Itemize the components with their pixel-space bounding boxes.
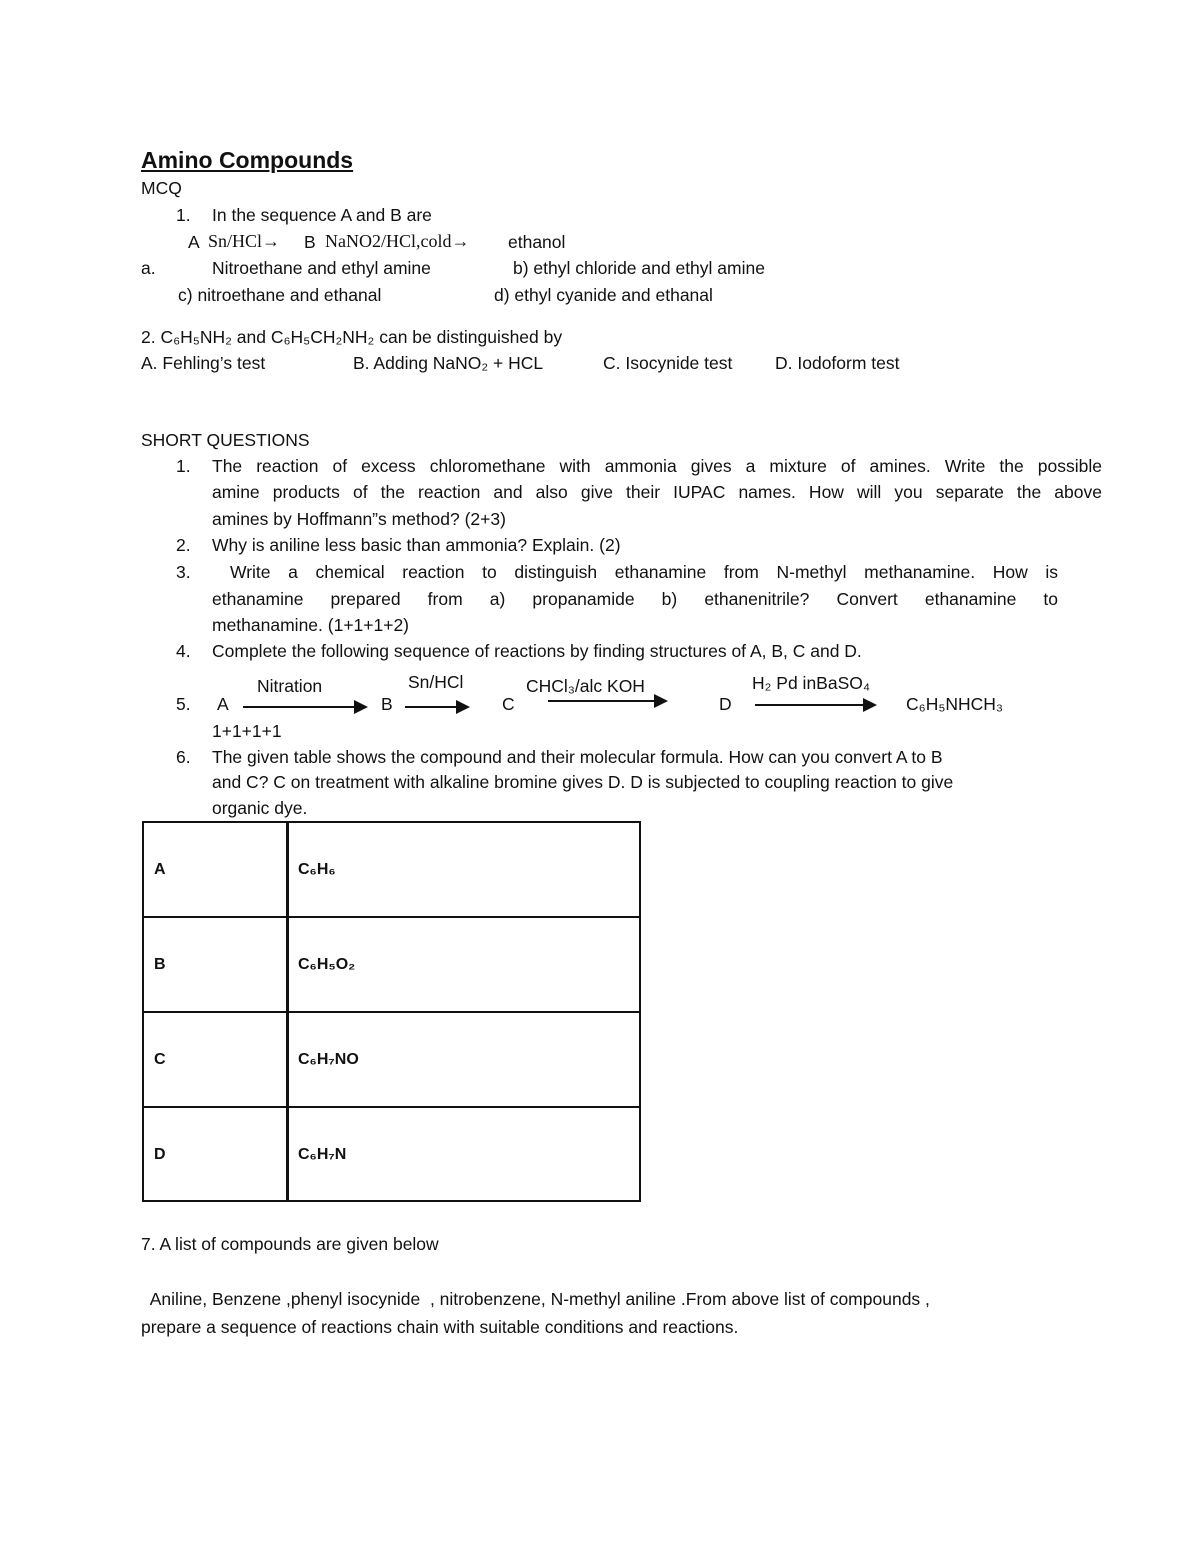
table-cell-label: A — [154, 861, 166, 878]
sq4-number: 4. — [176, 641, 191, 661]
mcq1-question: In the sequence A and B are — [212, 205, 432, 225]
scheme-node-b: B — [381, 694, 393, 714]
scheme-node-a: A — [217, 694, 229, 714]
table-row — [144, 823, 639, 918]
mcq1-number: 1. — [176, 205, 191, 225]
sq3-number: 3. — [176, 562, 191, 582]
sq3-line1: Write a chemical reaction to distinguish ethanamine from N-methyl methanamine. How is — [230, 562, 1058, 582]
scheme-reagent-nitration: Nitration — [257, 676, 323, 696]
page-title: Amino Compounds — [141, 147, 354, 173]
mcq1-option-b: b) ethyl chloride and ethyl amine — [513, 258, 765, 278]
mcq1-seq-reagent2: NaNO2/HCl,cold→ — [325, 231, 470, 251]
table-cell-formula: C₆H₇N — [298, 1146, 347, 1163]
sq6-number: 6. — [176, 747, 191, 767]
mcq2-option-c: C. Isocynide test — [603, 353, 733, 373]
scheme-arrow-1 — [243, 706, 366, 708]
table-cell-label: C — [154, 1051, 166, 1068]
scheme-product: C₆H₅NHCH₃ — [906, 694, 1004, 714]
scheme-reagent-sn-hcl: Sn/HCl — [408, 672, 464, 692]
mcq1-option-a-label: a. — [141, 258, 156, 278]
table-row — [144, 1108, 639, 1203]
sq1-number: 1. — [176, 456, 191, 476]
mcq1-option-c: c) nitroethane and ethanal — [178, 285, 382, 305]
sq2-line1: Why is aniline less basic than ammonia? Explain. (2) — [212, 535, 621, 555]
table-cell-formula: C₆H₇NO — [298, 1051, 359, 1068]
sq6-line2: and C? C on treatment with alkaline bromine gives D. D is subjected to coupling reaction to give — [212, 772, 954, 792]
table-cell-label: D — [154, 1146, 166, 1163]
compound-table — [142, 821, 641, 1202]
sq4-line1: Complete the following sequence of reactions by finding structures of A, B, C and D. — [212, 641, 862, 661]
sq1-line3: amines by Hoffmann”s method? (2+3) — [212, 509, 506, 529]
table-cell-formula: C₆H₆ — [298, 861, 336, 878]
mcq2-option-a: A. Fehling’s test — [141, 353, 266, 373]
q7-heading: 7. A list of compounds are given below — [141, 1234, 439, 1254]
scheme-reagent-chcl3: CHCl₃/alc KOH — [526, 676, 645, 696]
mcq1-seq-b: B — [304, 232, 316, 252]
scheme-node-c: C — [502, 694, 515, 714]
short-heading: SHORT QUESTIONS — [141, 430, 310, 450]
mcq1-option-a: Nitroethane and ethyl amine — [212, 258, 431, 278]
sq3-line2: ethanamine prepared from a) propanamide b) ethanenitrile? Convert ethanamine to — [212, 589, 1058, 609]
mcq-heading: MCQ — [141, 178, 182, 198]
sq5-marks: 1+1+1+1 — [212, 721, 282, 741]
scheme-node-d: D — [719, 694, 732, 714]
scheme-arrow-2 — [405, 706, 468, 708]
q7-line2: prepare a sequence of reactions chain with suitable conditions and reactions. — [141, 1317, 739, 1337]
table-cell-label: B — [154, 956, 166, 973]
mcq2-option-b: B. Adding NaNO₂ + HCL — [353, 353, 544, 373]
mcq2-option-d: D. Iodoform test — [775, 353, 900, 373]
scheme-arrow-3 — [548, 700, 666, 702]
mcq2-question: 2. C₆H₅NH₂ and C₆H₅CH₂NH₂ can be distinguished by — [141, 327, 563, 347]
sq5-number: 5. — [176, 694, 191, 714]
mcq1-option-d: d) ethyl cyanide and ethanal — [494, 285, 713, 305]
sq1-line2: amine products of the reaction and also give their IUPAC names. How will you separate the above — [212, 482, 1102, 502]
table-row — [144, 1013, 639, 1108]
mcq1-seq-reagent1: Sn/HCl→ — [208, 231, 281, 251]
sq1-line1: The reaction of excess chloromethane with ammonia gives a mixture of amines. Write the possible — [212, 456, 1102, 476]
table-cell-formula: C₆H₅O₂ — [298, 956, 356, 973]
mcq1-seq-product: ethanol — [508, 232, 566, 252]
sq6-line3: organic dye. — [212, 798, 308, 818]
scheme-arrow-4 — [755, 704, 875, 706]
q7-line1: Aniline, Benzene ,phenyl isocynide , nitrobenzene, N-methyl aniline .From above list of compounds , — [141, 1289, 930, 1309]
mcq1-seq-a: A — [188, 232, 200, 252]
sq3-line3: methanamine. (1+1+1+2) — [212, 615, 410, 635]
sq2-number: 2. — [176, 535, 191, 555]
table-row — [144, 918, 639, 1013]
scheme-reagent-h2-pd: H₂ Pd inBaSO₄ — [752, 673, 871, 693]
sq6-line1: The given table shows the compound and their molecular formula. How can you convert A to B — [212, 747, 943, 767]
